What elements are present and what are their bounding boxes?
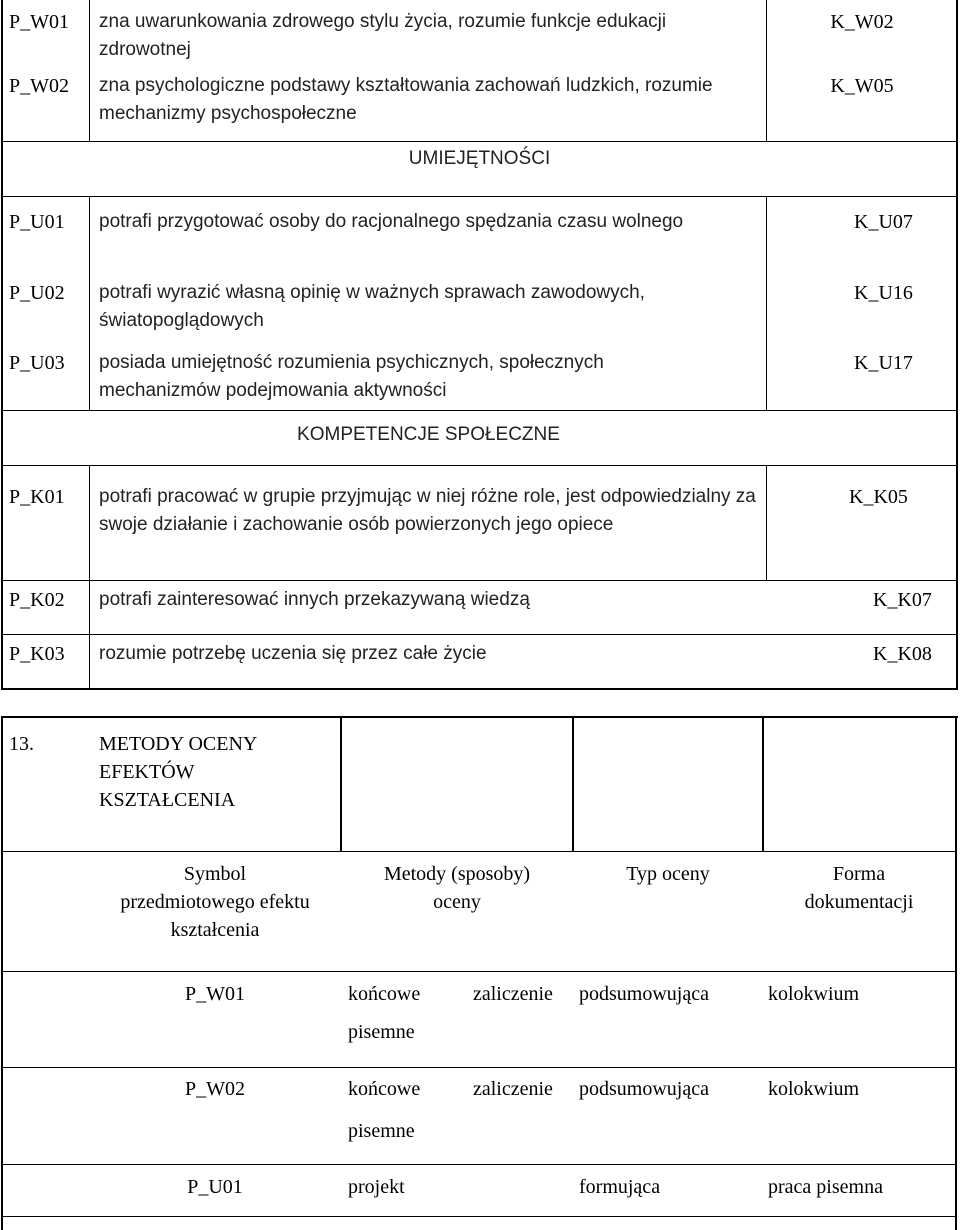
outcome-description: zna psychologiczne podstawy kształtowania zachowań ludzkich, rozumie mechanizmy psychospołeczne bbox=[99, 75, 713, 124]
section-heading-competences: KOMPETENCJE SPOŁECZNE bbox=[297, 424, 560, 445]
column-divider bbox=[89, 465, 90, 689]
header-form: Forma dokumentacji bbox=[804, 863, 914, 913]
column-divider bbox=[340, 716, 342, 852]
column-divider bbox=[89, 0, 90, 141]
section-number: 13. bbox=[9, 733, 34, 755]
column-divider bbox=[572, 716, 574, 852]
header-methods: Metody (sposoby) oceny bbox=[383, 863, 531, 913]
outcome-symbol: P_K02 bbox=[9, 589, 65, 611]
table-border bbox=[1, 688, 958, 690]
row-divider bbox=[1, 1164, 957, 1165]
row-divider bbox=[1, 851, 957, 852]
column-divider bbox=[89, 196, 90, 410]
row-type: formująca bbox=[579, 1176, 661, 1198]
row-divider bbox=[1, 410, 958, 411]
table-border bbox=[955, 716, 957, 1230]
header-symbol: Symbol przedmiotowego efektu kształcenia bbox=[120, 863, 310, 941]
row-form: praca pisemna bbox=[768, 1176, 883, 1198]
row-symbol: P_U01 bbox=[187, 1176, 243, 1198]
outcome-code: K_W02 bbox=[830, 11, 894, 33]
outcome-description: potrafi zainteresować innych przekazywaną wiedzą bbox=[99, 589, 530, 610]
section-title-line: METODY OCENY bbox=[99, 733, 258, 755]
table-border bbox=[956, 0, 958, 690]
column-divider bbox=[762, 716, 764, 852]
row-method: końcowe bbox=[348, 983, 421, 1005]
table-border bbox=[1, 716, 958, 718]
row-divider bbox=[1, 1067, 957, 1068]
row-type: podsumowująca bbox=[579, 1078, 709, 1100]
outcome-description: potrafi wyrazić własną opinię w ważnych sprawach zawodowych, światopoglądowych bbox=[99, 282, 645, 331]
section-title-line: EFEKTÓW bbox=[99, 761, 195, 783]
column-divider bbox=[766, 465, 767, 580]
header-type: Typ oceny bbox=[626, 863, 710, 885]
column-divider bbox=[766, 196, 767, 410]
outcome-description: zna uwarunkowania zdrowego stylu życia, rozumie funkcje edukacji zdrowotnej bbox=[99, 11, 667, 60]
row-method: pisemne bbox=[348, 1120, 415, 1142]
outcome-code: K_U07 bbox=[854, 211, 913, 233]
outcome-symbol: P_W02 bbox=[9, 75, 69, 97]
row-divider bbox=[1, 971, 957, 972]
outcome-description: potrafi pracować w grupie przyjmując w niej różne role, jest odpowiedzialny za swoje działanie i zachowanie osób powierzonych jego opiece bbox=[99, 486, 756, 535]
row-divider bbox=[1, 196, 958, 197]
row-symbol: P_W02 bbox=[185, 1078, 245, 1100]
table-border bbox=[1, 716, 3, 1230]
row-divider bbox=[1, 141, 958, 142]
row-method: końcowe bbox=[348, 1078, 421, 1100]
row-method: zaliczenie bbox=[473, 983, 553, 1005]
table-border bbox=[1, 0, 3, 690]
row-method: projekt bbox=[348, 1176, 405, 1198]
outcome-symbol: P_U01 bbox=[9, 211, 65, 233]
row-divider bbox=[1, 634, 958, 635]
row-method: zaliczenie bbox=[473, 1078, 553, 1100]
outcome-description: potrafi przygotować osoby do racjonalnego spędzania czasu wolnego bbox=[99, 211, 684, 232]
outcome-symbol: P_K03 bbox=[9, 643, 65, 665]
row-divider bbox=[1, 580, 958, 581]
row-method: pisemne bbox=[348, 1021, 415, 1043]
outcome-code: K_K07 bbox=[873, 589, 932, 611]
section-title-line: KSZTAŁCENIA bbox=[99, 789, 236, 811]
row-form: kolokwium bbox=[768, 1078, 860, 1100]
row-form: kolokwium bbox=[768, 983, 860, 1005]
outcome-code: K_U16 bbox=[854, 282, 913, 304]
outcome-code: K_U17 bbox=[854, 352, 913, 374]
row-symbol: P_W01 bbox=[185, 983, 245, 1005]
outcome-symbol: P_K01 bbox=[9, 486, 65, 508]
outcome-symbol: P_U03 bbox=[9, 352, 65, 374]
section-heading-skills: UMIEJĘTNOŚCI bbox=[408, 148, 551, 169]
outcome-code: K_W05 bbox=[830, 75, 894, 97]
outcome-symbol: P_U02 bbox=[9, 282, 65, 304]
outcome-description: posiada umiejętność rozumienia psychicznych, społecznych mechanizmów podejmowania aktywności bbox=[99, 352, 604, 401]
outcome-code: K_K08 bbox=[873, 643, 932, 665]
outcome-symbol: P_W01 bbox=[9, 11, 69, 33]
outcome-description: rozumie potrzebę uczenia się przez całe życie bbox=[99, 643, 487, 664]
row-divider bbox=[1, 465, 958, 466]
outcome-code: K_K05 bbox=[849, 486, 908, 508]
table-border bbox=[1, 1216, 957, 1217]
row-type: podsumowująca bbox=[579, 983, 709, 1005]
